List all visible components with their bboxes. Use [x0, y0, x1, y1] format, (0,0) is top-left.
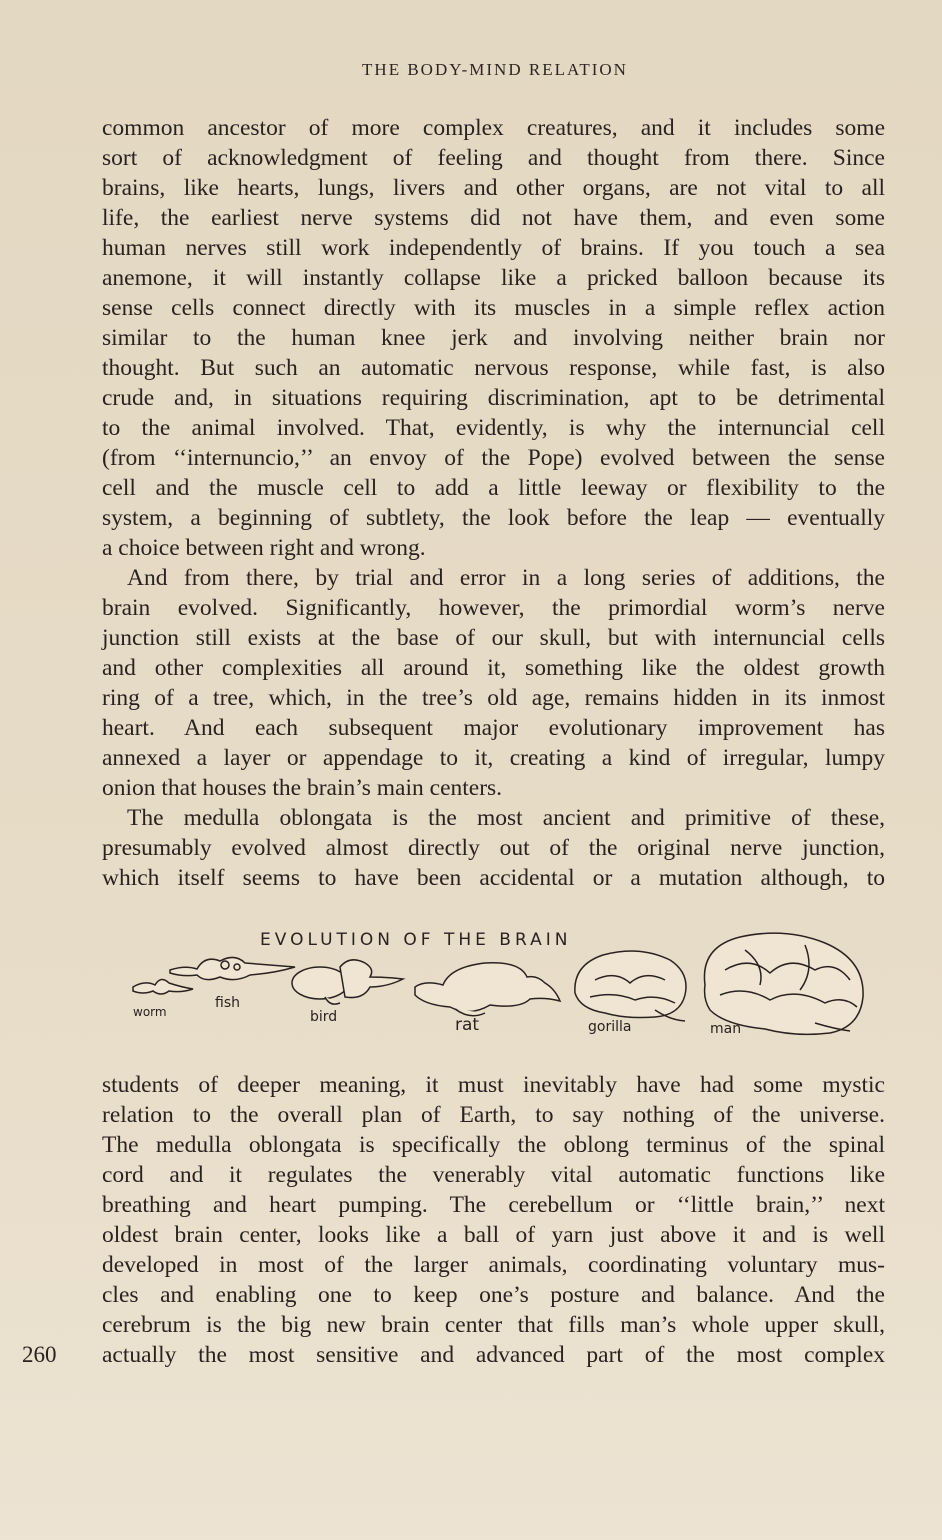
text-line: similar to the human knee jerk and involving neither brain nor: [102, 325, 885, 351]
text-line: cord and it regulates the venerably vital automatic functions like: [102, 1162, 885, 1188]
text-line: sort of acknowledgment of feeling and thought from there. Since: [102, 145, 885, 171]
text-line: thought. But such an automatic nervous response, while fast, is also: [102, 355, 885, 381]
text-line: brains, like hearts, lungs, livers and other organs, are not vital to all: [102, 175, 885, 201]
text-line: junction still exists at the base of our skull, but with internuncial cells: [102, 625, 885, 651]
text-line: to the animal involved. That, evidently, is why the internuncial cell: [102, 415, 885, 441]
gorilla-brain-drawing: [575, 951, 686, 1021]
text-line: The medulla oblongata is the most ancient and primitive of these,: [127, 805, 885, 831]
label-worm: worm: [133, 1005, 167, 1019]
text-line: brain evolved. Significantly, however, the primordial worm’s nerve: [102, 595, 885, 621]
label-bird: bird: [310, 1009, 338, 1025]
fish-brain-drawing: [170, 957, 295, 979]
text-line: sense cells connect directly with its muscles in a simple reflex action: [102, 295, 885, 321]
text-line: and other complexities all around it, something like the oldest growth: [102, 655, 885, 681]
bird-brain-drawing: [292, 960, 403, 1004]
brain-evolution-figure: [125, 925, 870, 1043]
text-line: crude and, in situations requiring discrimination, apt to be detrimental: [102, 385, 885, 411]
text-line: human nerves still work independently of brains. If you touch a sea: [102, 235, 885, 261]
worm-brain-drawing: [133, 979, 193, 994]
text-line: life, the earliest nerve systems did not have them, and even some: [102, 205, 885, 231]
text-line: cerebrum is the big new brain center that fills man’s whole upper skull,: [102, 1312, 885, 1338]
text-line: anemone, it will instantly collapse like a pricked balloon because its: [102, 265, 885, 291]
label-rat: rat: [455, 1015, 480, 1035]
text-line: actually the most sensitive and advanced part of the most complex: [102, 1342, 885, 1368]
label-fish: fish: [215, 995, 240, 1011]
page-number: 260: [22, 1342, 57, 1367]
text-line: relation to the overall plan of Earth, to say nothing of the universe.: [102, 1102, 885, 1128]
text-line: cles and enabling one to keep one’s posture and balance. And the: [102, 1282, 885, 1308]
text-line: (from ‘‘internuncio,’’ an envoy of the Pope) evolved between the sense: [102, 445, 885, 471]
label-man: man: [710, 1021, 742, 1037]
text-line: ring of a tree, which, in the tree’s old age, remains hidden in its inmost: [102, 685, 885, 711]
text-line: onion that houses the brain’s main centers.: [102, 775, 503, 801]
text-line: The medulla oblongata is specifically the oblong terminus of the spinal: [102, 1132, 885, 1158]
text-line: system, a beginning of subtlety, the look before the leap — eventually: [102, 505, 885, 531]
text-line: which itself seems to have been accidental or a mutation although, to: [102, 865, 885, 891]
text-line: students of deeper meaning, it must inevitably have had some mystic: [102, 1072, 885, 1098]
text-line: And from there, by trial and error in a long series of additions, the: [127, 565, 885, 591]
text-line: common ancestor of more complex creatures, and it includes some: [102, 115, 885, 141]
text-line: a choice between right and wrong.: [102, 535, 426, 561]
text-line: presumably evolved almost directly out of the original nerve junction,: [102, 835, 885, 861]
text-line: developed in most of the larger animals, coordinating voluntary mus-: [102, 1252, 885, 1278]
running-head: THE BODY-MIND RELATION: [362, 60, 628, 79]
text-block-bottom: [102, 1070, 885, 1370]
rat-brain-drawing: [415, 963, 560, 1016]
man-brain-drawing: [704, 933, 863, 1034]
text-line: annexed a layer or appendage to it, creating a kind of irregular, lumpy: [102, 745, 885, 771]
brain-drawings: [125, 925, 870, 1043]
label-gorilla: gorilla: [588, 1019, 632, 1035]
text-line: cell and the muscle cell to add a little leeway or flexibility to the: [102, 475, 885, 501]
text-block-top: [102, 113, 885, 893]
text-line: breathing and heart pumping. The cerebellum or ‘‘little brain,’’ next: [102, 1192, 885, 1218]
text-line: oldest brain center, looks like a ball of yarn just above it and is well: [102, 1222, 885, 1248]
text-line: heart. And each subsequent major evolutionary improvement has: [102, 715, 885, 741]
figure-title: EVOLUTION OF THE BRAIN: [260, 930, 572, 950]
